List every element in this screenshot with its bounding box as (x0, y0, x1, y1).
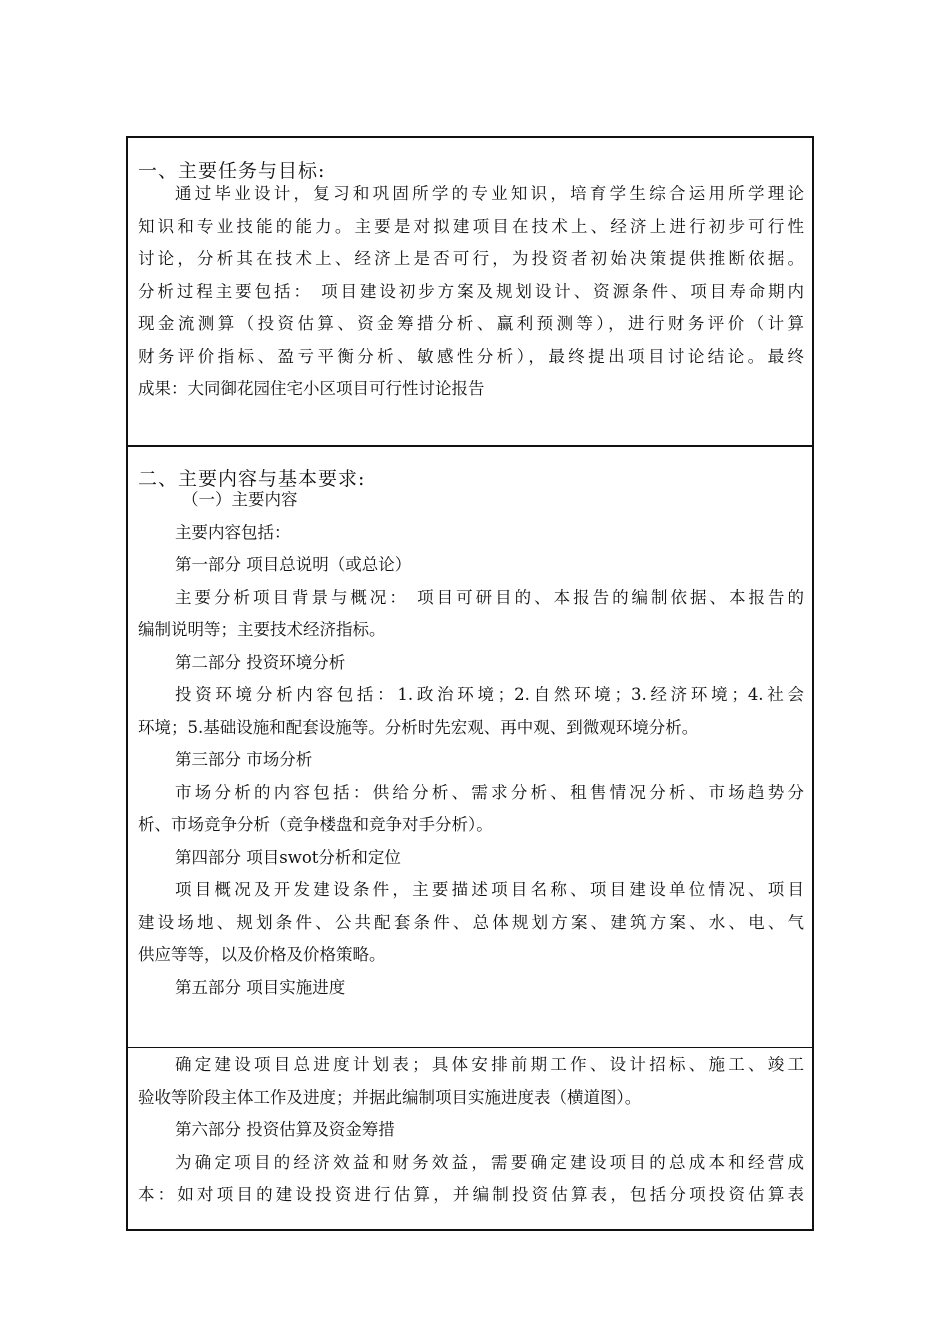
paragraph-line: 为确定项目的经济效益和财务效益，需要确定建设项目的总成本和经营成 (175, 1152, 804, 1172)
paragraph-line: 成果：大同御花园住宅小区项目可行性讨论报告 (138, 379, 485, 398)
section-content-requirements (126, 446, 814, 1048)
part-title: 第二部分 投资环境分析 (175, 652, 346, 672)
subheading: （一）主要内容 (182, 490, 298, 509)
paragraph-line: 投资环境分析内容包括：1.政治环境；2.自然环境；3.经济环境；4.社会 (175, 685, 804, 704)
section-heading: 二、主要内容与基本要求: (138, 468, 366, 490)
part-title: 第三部分 市场分析 (175, 750, 313, 769)
paragraph-line: 主要内容包括： (175, 522, 291, 542)
paragraph-line: 知识和专业技能的能力。主要是对拟建项目在技术上、经济上进行初步可行性 (138, 216, 804, 236)
section-heading: 一、主要任务与目标: (138, 160, 326, 182)
paragraph-line: 主要分析项目背景与概况： 项目可研目的、本报告的编制依据、本报告的 (175, 587, 804, 607)
section-body (138, 484, 804, 1004)
paragraph-line: 验收等阶段主体工作及进度；并据此编制项目实施进度表（横道图）。 (138, 1087, 642, 1107)
section-continued (126, 1047, 814, 1231)
paragraph-line: 环境；5.基础设施和配套设施等。分析时先宏观、再中观、到微观环境分析。 (138, 717, 699, 737)
paragraph-line: 财务评价指标、盈亏平衡分析、敏感性分析），最终提出项目讨论结论。最终 (138, 346, 804, 366)
part-title: 第四部分 项目swot分析和定位 (175, 847, 401, 867)
section-tasks-goals (126, 136, 814, 447)
paragraph-line: 现金流测算（投资估算、资金筹措分析、赢利预测等），进行财务评价（计算 (138, 314, 804, 333)
section-body (138, 178, 804, 406)
paragraph-line: 编制说明等；主要技术经济指标。 (138, 620, 386, 639)
paragraph-line: 通过毕业设计，复习和巩固所学的专业知识，培育学生综合运用所学理论 (175, 184, 804, 203)
section-body (138, 1049, 804, 1212)
paragraph-line: 建设场地、规划条件、公共配套条件、总体规划方案、建筑方案、水、电、气 (138, 912, 804, 932)
paragraph-line: 项目概况及开发建设条件，主要描述项目名称、项目建设单位情况、项目 (175, 880, 804, 899)
paragraph-line: 供应等等，以及价格及价格策略。 (138, 945, 386, 964)
part-title: 第六部分 投资估算及资金筹措 (175, 1120, 395, 1139)
paragraph-line: 确定建设项目总进度计划表；具体安排前期工作、设计招标、施工、竣工 (175, 1055, 804, 1074)
paragraph-line: 分析过程主要包括： 项目建设初步方案及规划设计、资源条件、项目寿命期内 (138, 281, 804, 301)
part-title: 第一部分 项目总说明（或总论） (175, 555, 412, 574)
paragraph-line: 讨论，分析其在技术上、经济上是否可行，为投资者初始决策提供推断依据。 (138, 249, 804, 268)
paragraph-line: 市场分析的内容包括：供给分析、需求分析、租售情况分析、市场趋势分 (175, 782, 804, 802)
paragraph-line: 析、市场竞争分析（竞争楼盘和竞争对手分析）。 (138, 815, 493, 834)
part-title: 第五部分 项目实施进度 (175, 977, 346, 997)
paragraph-line: 本：如对项目的建设投资进行估算，并编制投资估算表，包括分项投资估算表 (138, 1185, 804, 1204)
